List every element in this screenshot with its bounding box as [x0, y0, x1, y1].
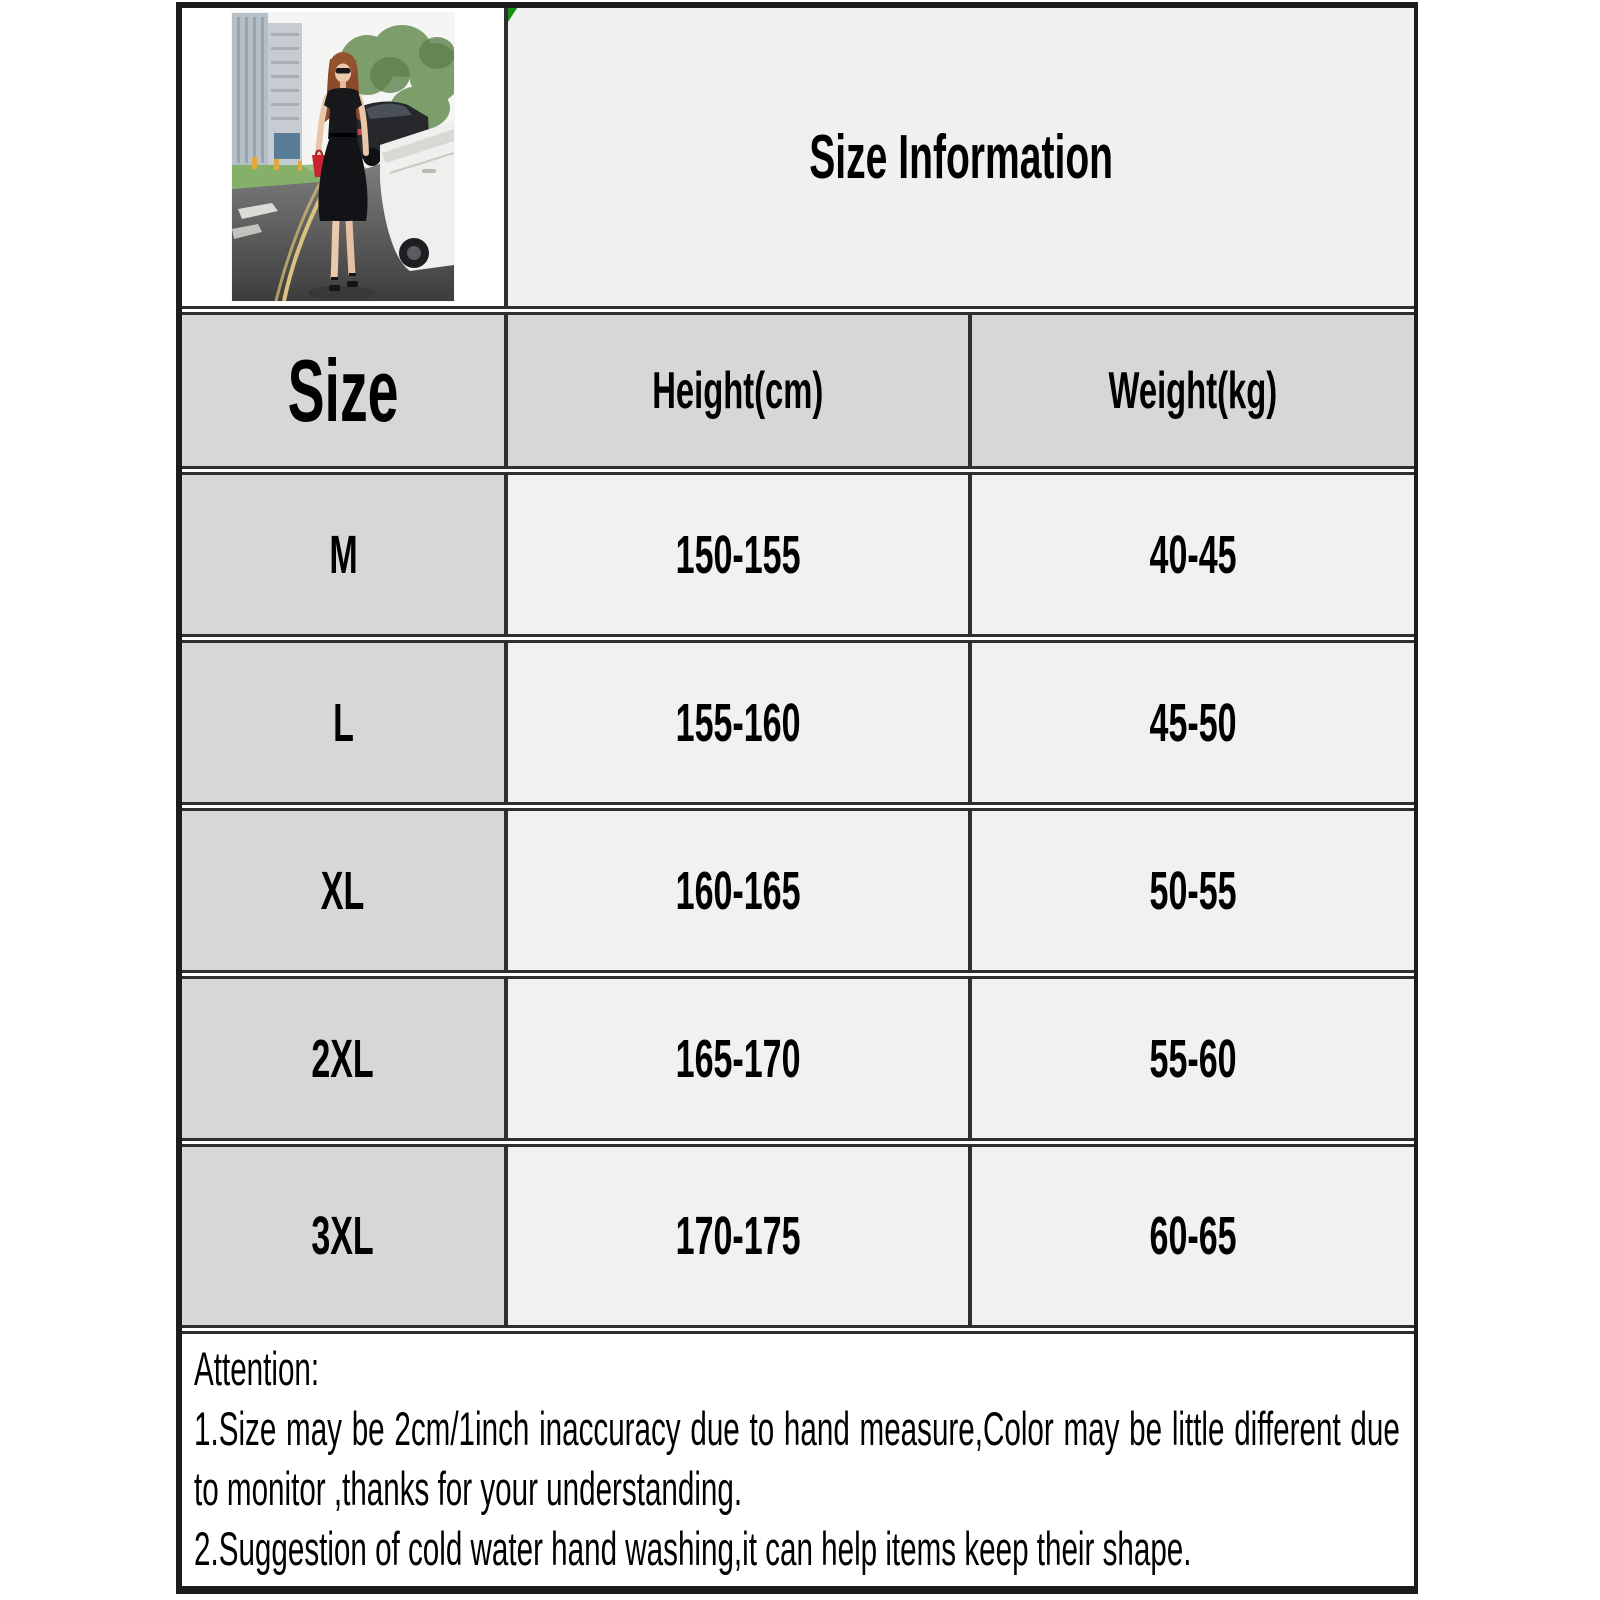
- weight-cell: 60-65: [968, 1144, 1414, 1328]
- size-information-header-cell: [504, 8, 1414, 309]
- attention-section: [182, 1331, 1414, 1586]
- attention-note-1: 1.Size may be 2cm/1inch inaccuracy due to hand measure,Color may be little different due to monitor ,thanks for your understanding.: [194, 1402, 1400, 1515]
- height-cell: 160-165: [504, 808, 968, 973]
- weight-cell: 55-60: [968, 976, 1414, 1141]
- size-table: [176, 2, 1418, 1594]
- product-photo: [232, 13, 454, 301]
- height-cell: 165-170: [504, 976, 968, 1141]
- size-cell: M: [182, 472, 504, 637]
- page-title: Size Information: [809, 122, 1113, 192]
- attention-note-2: 2.Suggestion of cold water hand washing,it can help items keep their shape.: [194, 1522, 1192, 1575]
- green-corner-marker-icon: [504, 8, 523, 22]
- height-cell: 150-155: [504, 472, 968, 637]
- product-photo-cell: [182, 8, 504, 309]
- size-cell: L: [182, 640, 504, 805]
- size-cell: XL: [182, 808, 504, 973]
- weight-cell: 50-55: [968, 808, 1414, 973]
- column-header-size: Size: [182, 312, 504, 469]
- column-header-weight: Weight(kg): [968, 312, 1414, 469]
- weight-cell: 45-50: [968, 640, 1414, 805]
- attention-heading: Attention:: [194, 1342, 320, 1395]
- size-cell: 2XL: [182, 976, 504, 1141]
- height-cell: 170-175: [504, 1144, 968, 1328]
- weight-cell: 40-45: [968, 472, 1414, 637]
- height-cell: 155-160: [504, 640, 968, 805]
- column-header-height: Height(cm): [504, 312, 968, 469]
- size-cell: 3XL: [182, 1144, 504, 1328]
